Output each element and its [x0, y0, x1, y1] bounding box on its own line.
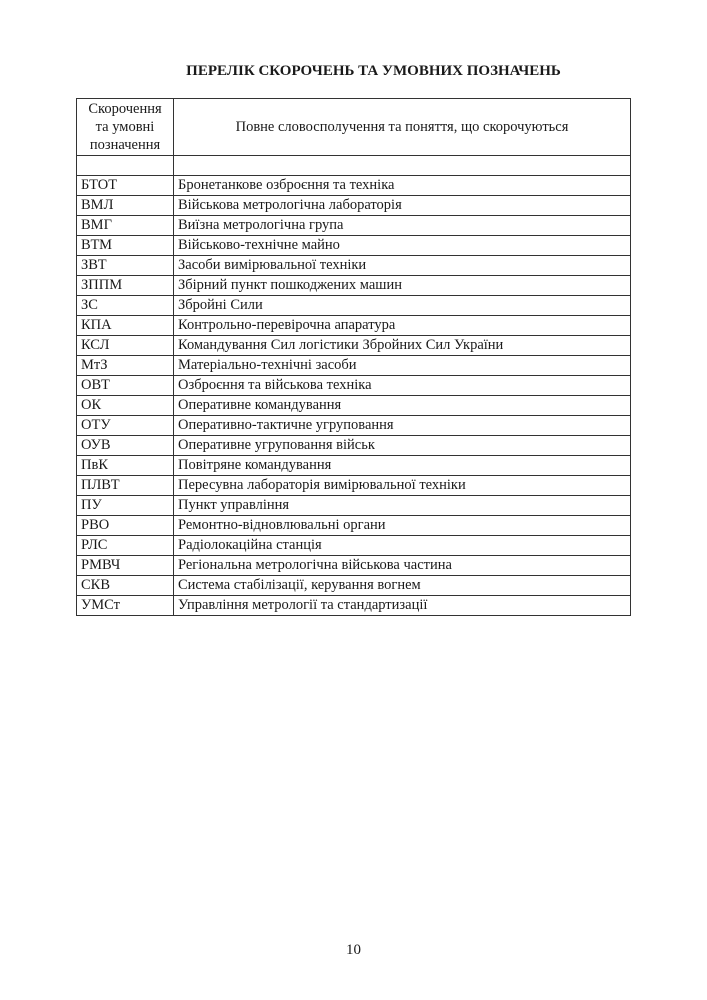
table-row — [77, 476, 631, 496]
abbreviation-cell: ПвК — [77, 456, 174, 476]
full-term-cell: Повітряне командування — [174, 456, 631, 476]
table-row — [77, 376, 631, 396]
full-term-cell: Збройні Сили — [174, 296, 631, 316]
full-term-cell: Пункт управління — [174, 496, 631, 516]
page-number: 10 — [346, 942, 361, 958]
abbreviation-cell: ОК — [77, 396, 174, 416]
abbreviation-cell: РЛС — [77, 536, 174, 556]
full-term-cell: Оперативно-тактичне угруповання — [174, 416, 631, 436]
empty-cell — [77, 156, 174, 176]
abbreviation-cell: ОВТ — [77, 376, 174, 396]
abbreviation-cell: РМВЧ — [77, 556, 174, 576]
abbreviation-cell: КПА — [77, 316, 174, 336]
abbreviation-cell: ЗС — [77, 296, 174, 316]
abbreviation-cell: МтЗ — [77, 356, 174, 376]
table-row — [77, 316, 631, 336]
abbreviation-cell: СКВ — [77, 576, 174, 596]
abbreviation-cell: ОТУ — [77, 416, 174, 436]
abbreviation-cell: ЗВТ — [77, 256, 174, 276]
full-term-cell: Засоби вимірювальної техніки — [174, 256, 631, 276]
full-term-cell: Військово-технічне майно — [174, 236, 631, 256]
abbreviation-cell: УМСт — [77, 596, 174, 616]
full-term-cell: Командування Сил логістики Збройних Сил України — [174, 336, 631, 356]
header-abbreviation: Скорочення та умовні позначення — [77, 99, 174, 156]
abbreviation-cell: БТОТ — [77, 176, 174, 196]
table-row — [77, 176, 631, 196]
table-row — [77, 256, 631, 276]
full-term-cell: Оперативне угруповання військ — [174, 436, 631, 456]
full-term-cell: Збірний пункт пошкоджених машин — [174, 276, 631, 296]
abbreviations-table — [76, 98, 631, 616]
table-row — [77, 336, 631, 356]
header-full-term: Повне словосполучення та поняття, що скорочуються — [174, 99, 631, 156]
empty-cell — [174, 156, 631, 176]
table-row — [77, 496, 631, 516]
full-term-cell: Озброєння та військова техніка — [174, 376, 631, 396]
full-term-cell: Радіолокаційна станція — [174, 536, 631, 556]
full-term-cell: Військова метрологічна лабораторія — [174, 196, 631, 216]
table-header-row — [77, 99, 631, 156]
full-term-cell: Ремонтно-відновлювальні органи — [174, 516, 631, 536]
table-row — [77, 216, 631, 236]
table-row — [77, 556, 631, 576]
abbreviation-cell: ПЛВТ — [77, 476, 174, 496]
full-term-cell: Виїзна метрологічна група — [174, 216, 631, 236]
table-row — [77, 356, 631, 376]
full-term-cell: Матеріально-технічні засоби — [174, 356, 631, 376]
table-row — [77, 576, 631, 596]
abbreviation-cell: ВМЛ — [77, 196, 174, 216]
full-term-cell: Контрольно-перевірочна апаратура — [174, 316, 631, 336]
full-term-cell: Пересувна лабораторія вимірювальної техніки — [174, 476, 631, 496]
empty-row — [77, 156, 631, 176]
abbreviation-cell: ЗППМ — [77, 276, 174, 296]
table-row — [77, 596, 631, 616]
table-row — [77, 536, 631, 556]
table-row — [77, 456, 631, 476]
table-row — [77, 196, 631, 216]
full-term-cell: Регіональна метрологічна військова частина — [174, 556, 631, 576]
abbreviation-cell: ПУ — [77, 496, 174, 516]
abbreviation-cell: ОУВ — [77, 436, 174, 456]
table-row — [77, 416, 631, 436]
table-row — [77, 516, 631, 536]
abbreviation-cell: ВМГ — [77, 216, 174, 236]
table-row — [77, 396, 631, 416]
full-term-cell: Бронетанкове озброєння та техніка — [174, 176, 631, 196]
full-term-cell: Управління метрології та стандартизації — [174, 596, 631, 616]
page-title: ПЕРЕЛІК СКОРОЧЕНЬ ТА УМОВНИХ ПОЗНАЧЕНЬ — [186, 63, 561, 79]
full-term-cell: Система стабілізації, керування вогнем — [174, 576, 631, 596]
abbreviation-cell: РВО — [77, 516, 174, 536]
table-row — [77, 436, 631, 456]
full-term-cell: Оперативне командування — [174, 396, 631, 416]
abbreviation-cell: ВТМ — [77, 236, 174, 256]
abbreviation-cell: КСЛ — [77, 336, 174, 356]
table-row — [77, 236, 631, 256]
table-row — [77, 276, 631, 296]
table-row — [77, 296, 631, 316]
